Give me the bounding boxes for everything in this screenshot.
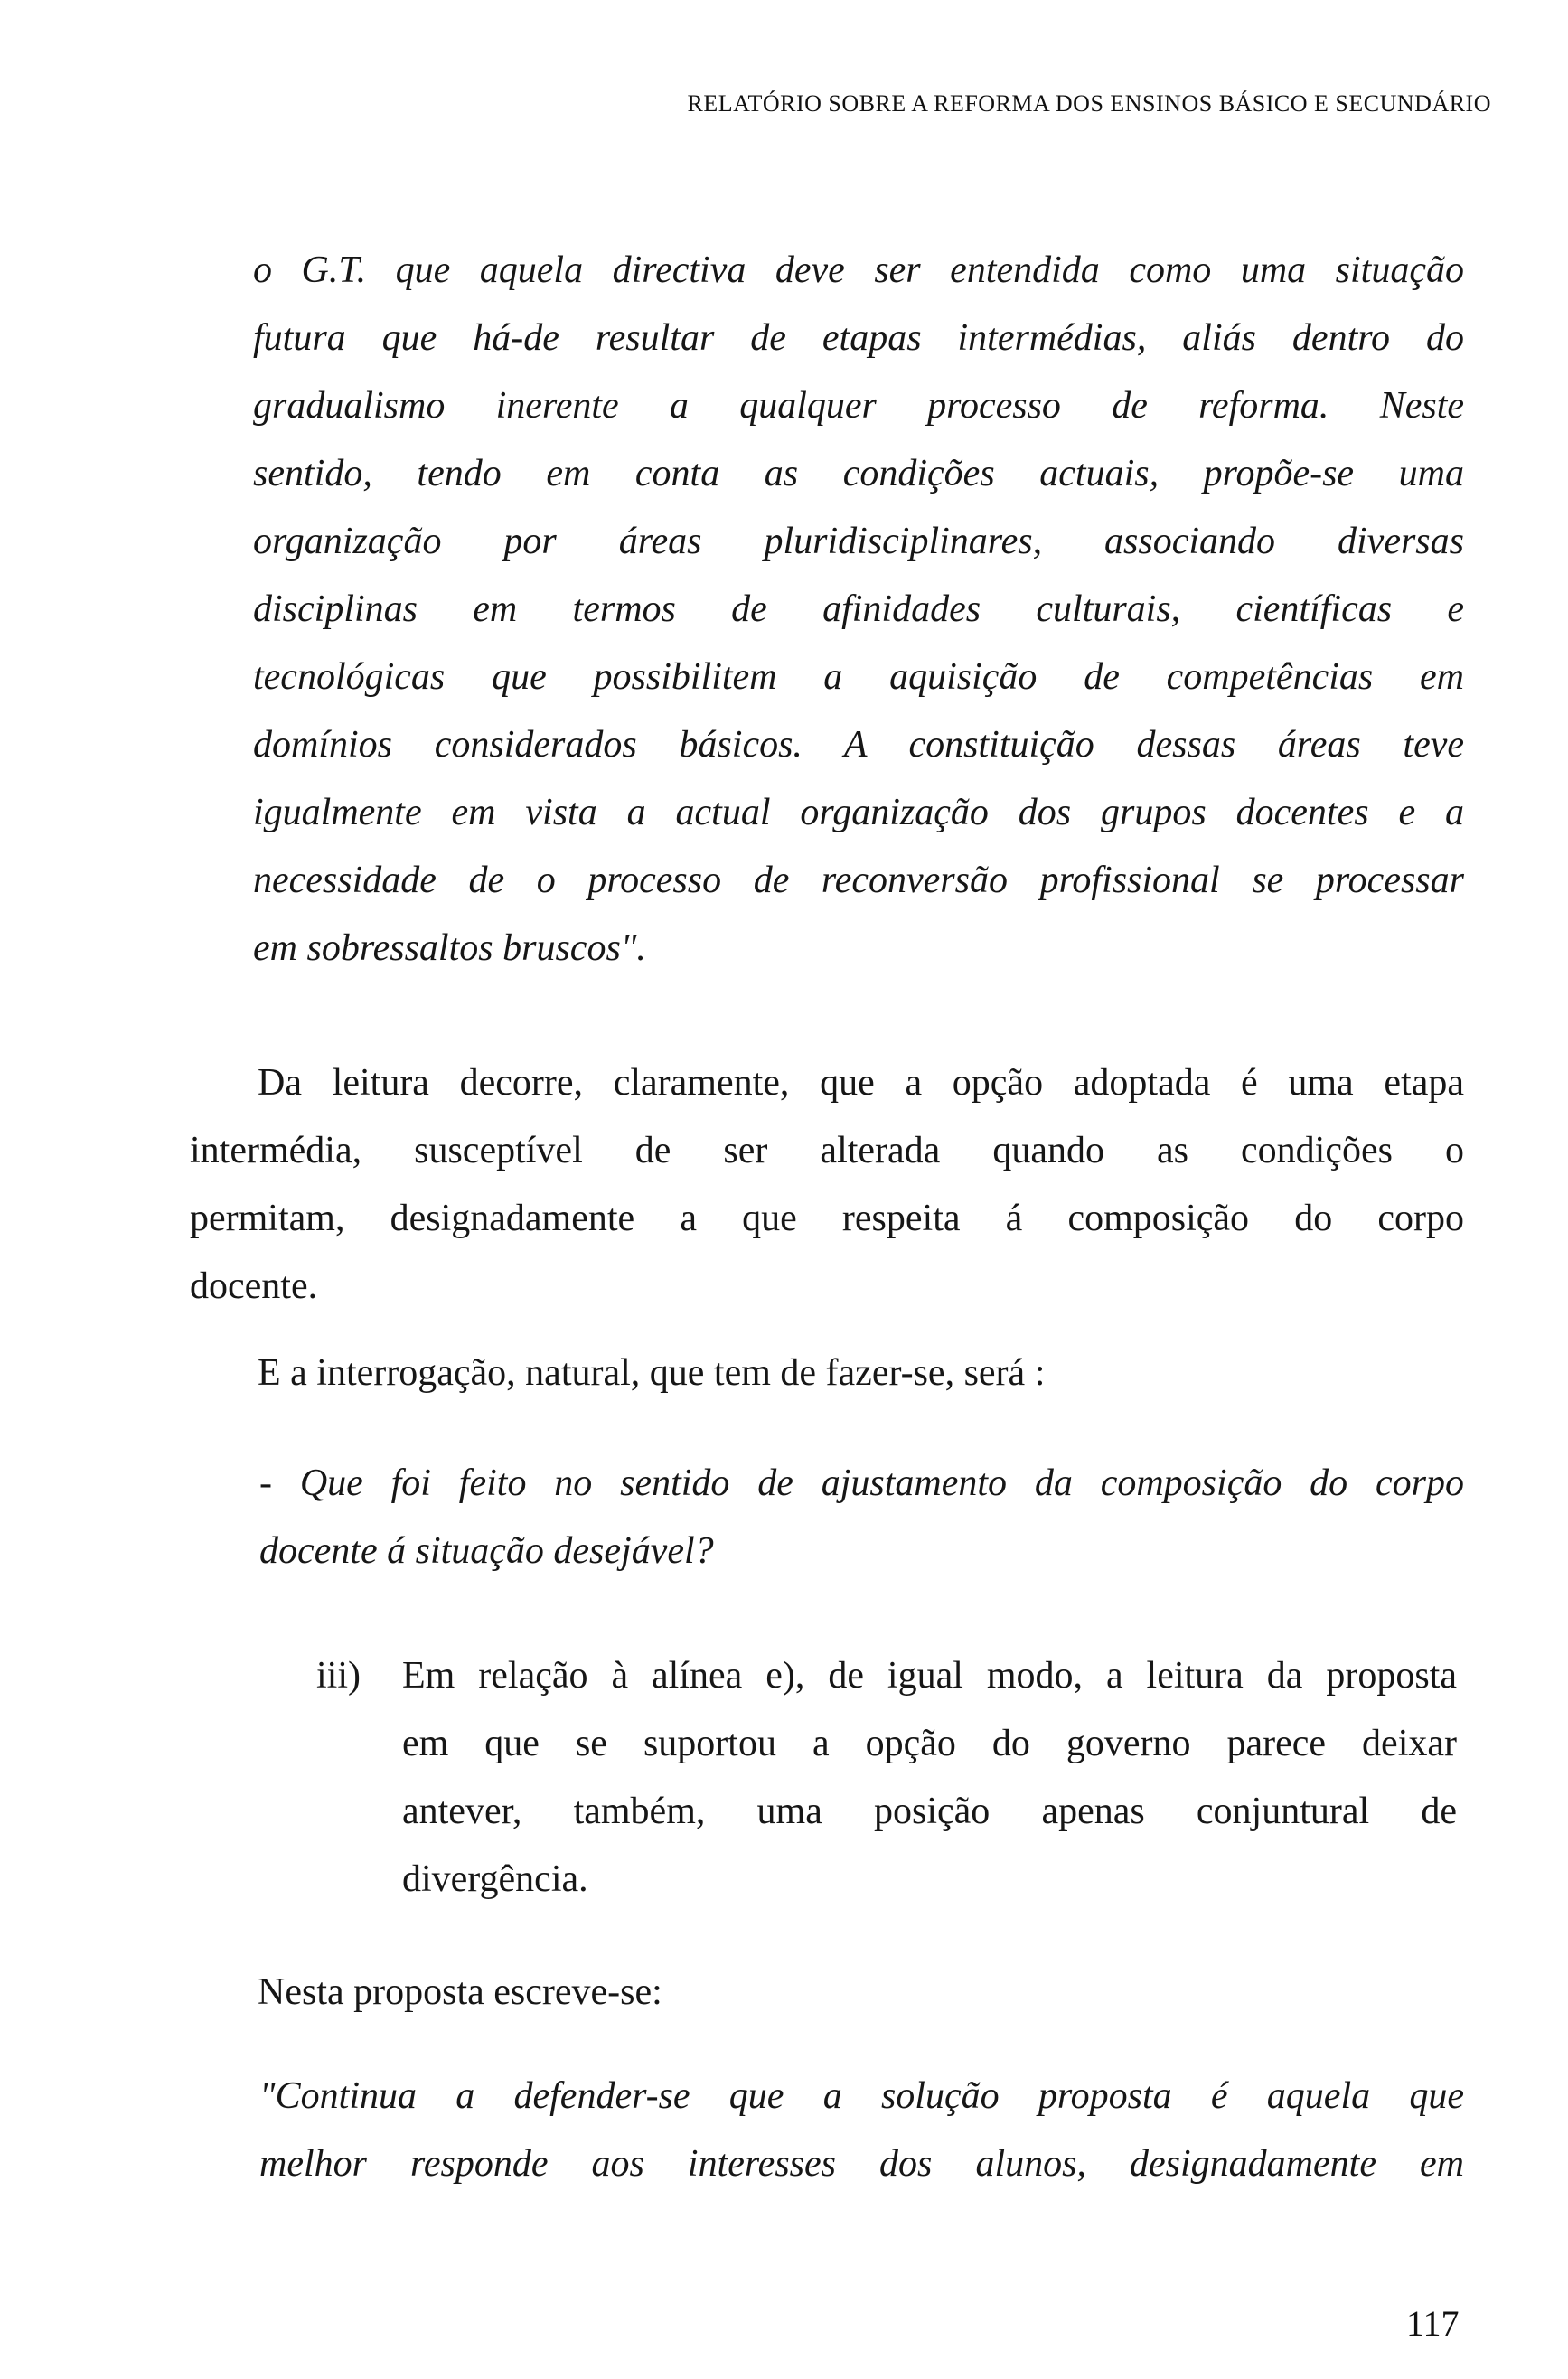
text-line: gradualismo inerente a qualquer processo de reforma. Neste <box>253 385 1464 427</box>
text-line: - Que foi feito no sentido de ajustamento da composição do corpo <box>259 1462 1464 1504</box>
paragraph-da-leitura <box>190 1049 1464 1321</box>
text-line: disciplinas em termos de afinidades culturais, científicas e <box>253 588 1464 630</box>
text-line: organização por áreas pluridisciplinares, associando diversas <box>253 521 1464 562</box>
paragraph-interrogacao: E a interrogação, natural, que tem de fazer-se, será : <box>258 1352 1046 1394</box>
text-line: intermédia, susceptível de ser alterada quando as condições o <box>190 1130 1464 1171</box>
text-line: Da leitura decorre, claramente, que a opção adoptada é uma etapa <box>258 1062 1464 1104</box>
blockquote-continua-defender <box>259 2063 1464 2198</box>
text-line: igualmente em vista a actual organização dos grupos docentes e a <box>253 792 1464 833</box>
text-line: permitam, designadamente a que respeita á composição do corpo <box>190 1198 1464 1239</box>
blockquote-que-foi-feito <box>259 1450 1464 1585</box>
text-line: antever, também, uma posição apenas conjuntural de <box>402 1791 1457 1832</box>
text-line: melhor responde aos interesses dos alunos, designadamente em <box>259 2143 1464 2185</box>
text-line: o G.T. que aquela directiva deve ser entendida como uma situação <box>253 249 1464 291</box>
text-line: divergência. <box>402 1858 588 1900</box>
text-line: em sobressaltos bruscos". <box>253 927 646 969</box>
blockquote-gt-directiva <box>253 237 1464 983</box>
paragraph-nesta-proposta: Nesta proposta escreve-se: <box>258 1971 662 2013</box>
text-line: sentido, tendo em conta as condições actuais, propõe-se uma <box>253 453 1464 494</box>
text-line: docente. <box>190 1265 318 1307</box>
text-line: docente á situação desejável? <box>259 1530 714 1572</box>
running-header: RELATÓRIO SOBRE A REFORMA DOS ENSINOS BÁSICO E SECUNDÁRIO <box>687 90 1491 117</box>
list-item-iii-label: iii) <box>316 1655 361 1697</box>
list-item-iii <box>316 1642 1457 1914</box>
text-line: Em relação à alínea e), de igual modo, a leitura da proposta <box>402 1655 1457 1697</box>
text-line: futura que há-de resultar de etapas intermédias, aliás dentro do <box>253 317 1464 359</box>
text-line: em que se suportou a opção do governo parece deixar <box>402 1723 1457 1764</box>
page-number: 117 <box>1406 2303 1460 2344</box>
text-line: necessidade de o processo de reconversão profissional se processar <box>253 860 1464 901</box>
list-item-iii-body <box>402 1642 1457 1914</box>
text-line: domínios considerados básicos. A constituição dessas áreas teve <box>253 724 1464 766</box>
text-line: "Continua a defender-se que a solução proposta é aquela que <box>259 2075 1464 2117</box>
text-line: tecnológicas que possibilitem a aquisição de competências em <box>253 656 1464 698</box>
